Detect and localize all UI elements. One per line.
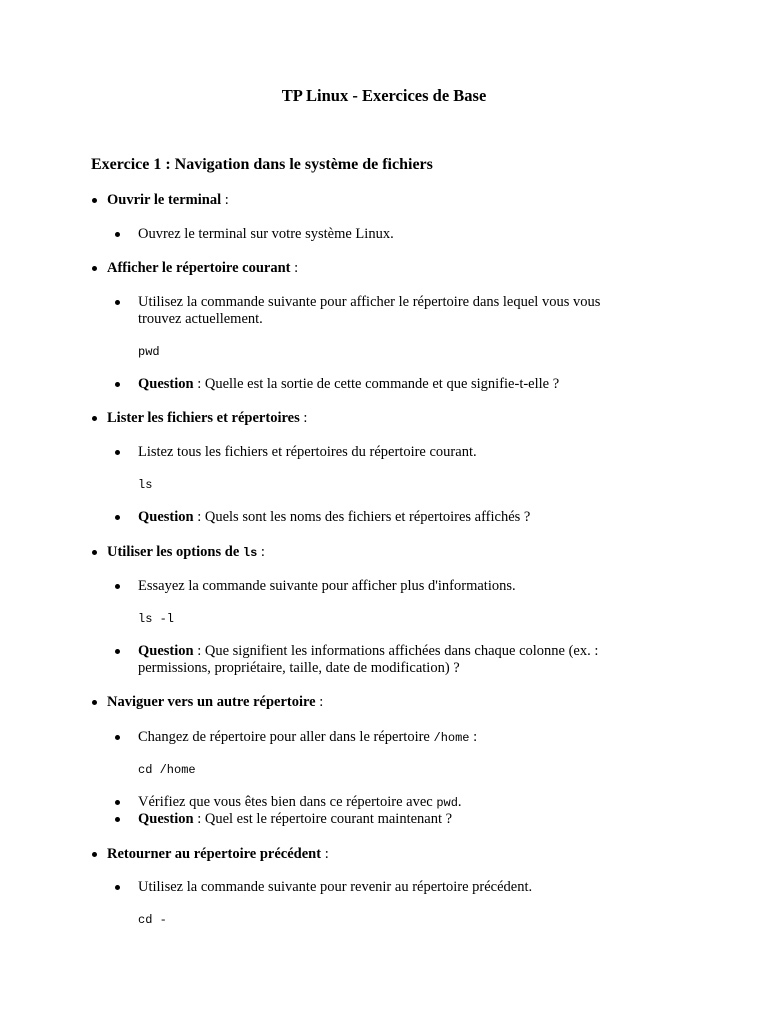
section-label: Afficher le répertoire courant xyxy=(107,260,291,276)
section-show-current-dir xyxy=(107,260,298,277)
list-item-line: Utilisez la commande suivante pour afficher le répertoire dans lequel vous vous xyxy=(138,294,601,310)
list-item xyxy=(138,729,477,747)
exercise-1-heading: Exercice 1 : Navigation dans le système de fichiers xyxy=(91,156,433,173)
list-item: Listez tous les fichiers et répertoires du répertoire courant. xyxy=(138,444,477,460)
inline-code: /home xyxy=(433,731,470,745)
bullet-icon xyxy=(115,232,120,237)
bullet-icon xyxy=(115,649,120,654)
question-text: : Quel est le répertoire courant maintenant ? xyxy=(193,811,453,827)
list-item: Essayez la commande suivante pour afficher plus d'informations. xyxy=(138,578,516,594)
section-suffix: : xyxy=(257,544,265,560)
section-suffix: : xyxy=(221,192,229,208)
list-item: Ouvrez le terminal sur votre système Linux. xyxy=(138,226,394,242)
bullet-icon xyxy=(115,584,120,589)
section-label: Lister les fichiers et répertoires xyxy=(107,410,300,426)
section-navigate-dir xyxy=(107,694,323,711)
question-text: : Quelle est la sortie de cette commande et que signifie-t-elle ? xyxy=(193,376,560,392)
section-suffix: : xyxy=(321,846,329,862)
list-item: Utilisez la commande suivante pour revenir au répertoire précédent. xyxy=(138,879,533,895)
question-item xyxy=(138,376,559,393)
document-title: TP Linux - Exercices de Base xyxy=(281,86,487,105)
inline-code: pwd xyxy=(436,796,458,810)
bullet-icon xyxy=(92,266,97,271)
section-return-prev-dir xyxy=(107,846,329,863)
code-block-pwd: pwd xyxy=(138,345,160,359)
section-label: Naviguer vers un autre répertoire xyxy=(107,694,316,710)
bullet-icon xyxy=(115,515,120,520)
question-text: : Que signifient les informations affichées dans chaque colonne (ex. : xyxy=(193,643,599,659)
bullet-icon xyxy=(92,198,97,203)
bullet-icon xyxy=(115,450,120,455)
bullet-icon xyxy=(115,800,120,805)
list-item-text: Vérifiez que vous êtes bien dans ce répertoire avec xyxy=(138,794,437,810)
bullet-icon xyxy=(92,550,97,555)
code-block-cd-dash: cd - xyxy=(138,913,167,927)
question-item xyxy=(138,509,530,526)
list-item-suffix: : xyxy=(469,729,478,745)
question-item xyxy=(138,811,452,828)
bullet-icon xyxy=(92,416,97,421)
bullet-icon xyxy=(115,735,120,740)
question-label: Question xyxy=(138,643,194,659)
section-label: Ouvrir le terminal xyxy=(107,192,222,208)
code-block-cd-home: cd /home xyxy=(138,763,196,777)
section-open-terminal xyxy=(107,192,229,209)
section-suffix: : xyxy=(290,260,299,276)
list-item-line: trouvez actuellement. xyxy=(138,311,263,327)
bullet-icon xyxy=(115,382,120,387)
section-label: Utiliser les options de xyxy=(107,544,243,560)
section-suffix: : xyxy=(299,410,308,426)
section-list-files xyxy=(107,410,307,427)
code-block-ls: ls xyxy=(138,478,153,492)
section-label-code: ls xyxy=(242,546,258,560)
bullet-icon xyxy=(92,700,97,705)
list-item xyxy=(138,794,462,812)
question-label: Question xyxy=(138,811,194,827)
section-suffix: : xyxy=(315,694,324,710)
bullet-icon xyxy=(92,852,97,857)
bullet-icon xyxy=(115,885,120,890)
bullet-icon xyxy=(115,300,120,305)
question-label: Question xyxy=(138,509,194,525)
bullet-icon xyxy=(115,817,120,822)
question-label: Question xyxy=(138,376,194,392)
list-item-suffix: . xyxy=(457,794,462,810)
question-text: : Quels sont les noms des fichiers et répertoires affichés ? xyxy=(193,509,531,525)
list-item-text: Changez de répertoire pour aller dans le répertoire xyxy=(138,729,434,745)
question-item-line: permissions, propriétaire, taille, date de modification) ? xyxy=(138,660,460,676)
section-ls-options xyxy=(107,544,265,562)
code-block-ls-l: ls -l xyxy=(138,612,175,626)
section-label: Retourner au répertoire précédent xyxy=(107,846,322,862)
question-item xyxy=(138,643,598,660)
